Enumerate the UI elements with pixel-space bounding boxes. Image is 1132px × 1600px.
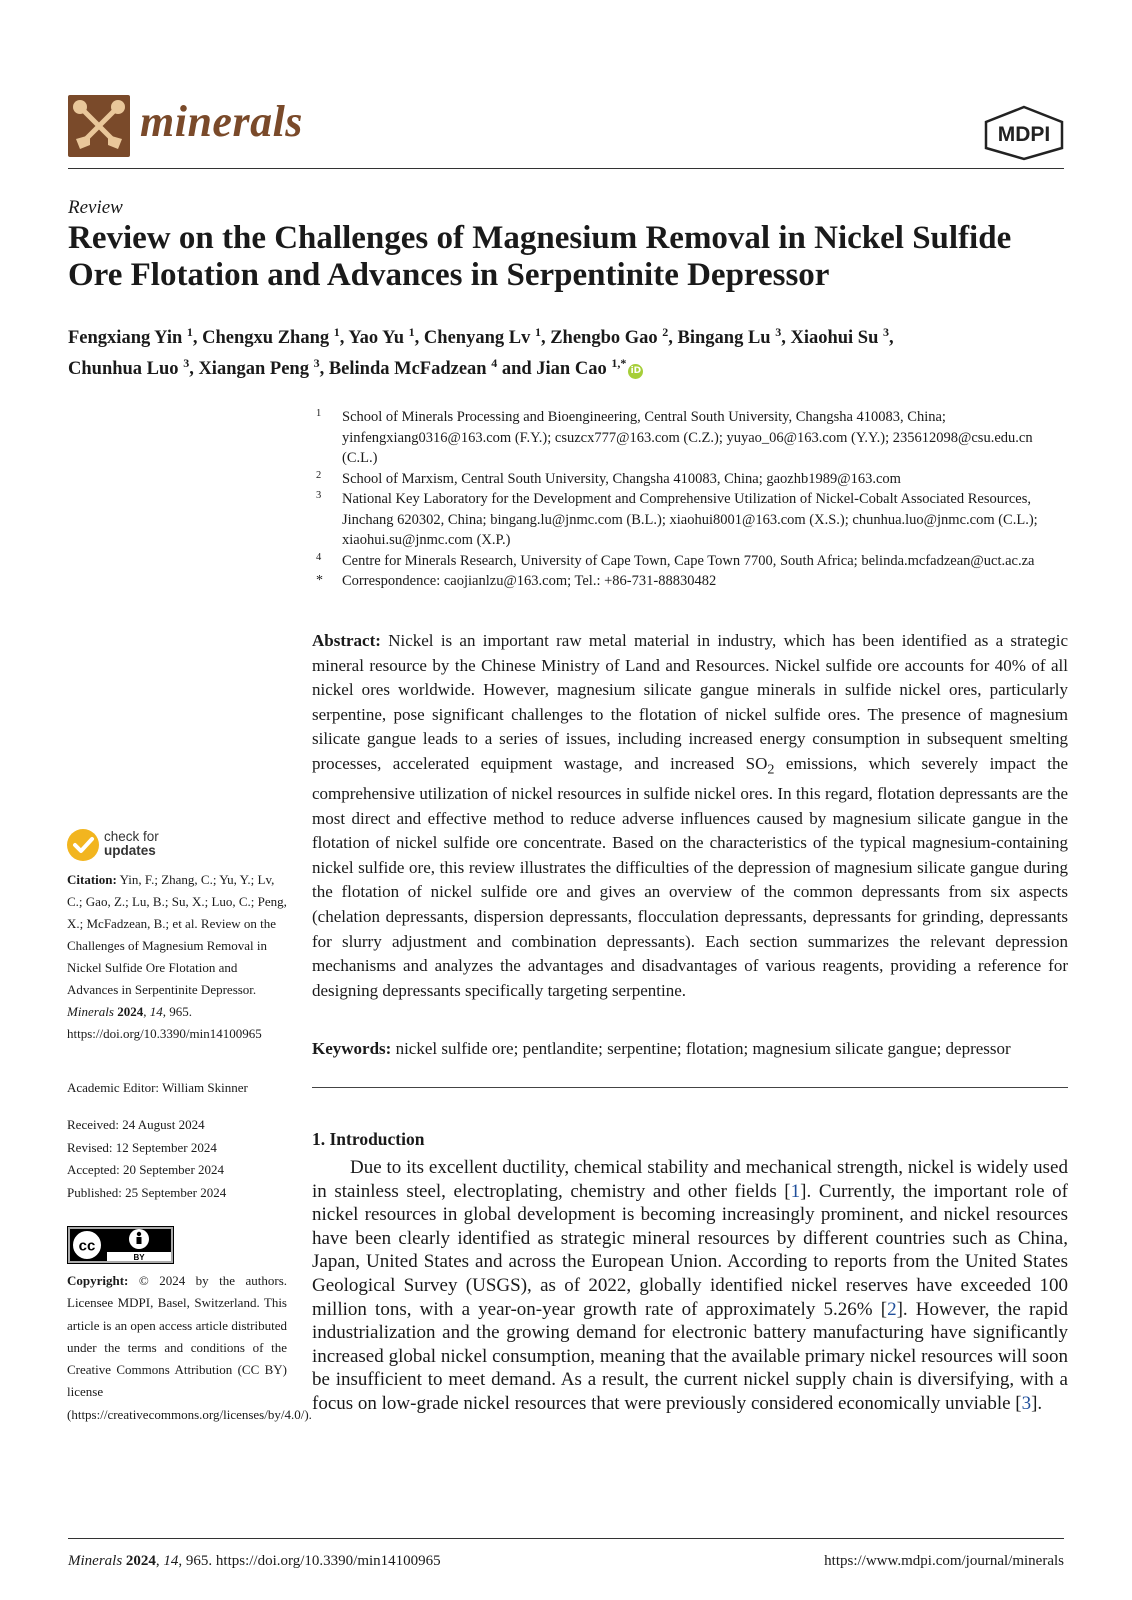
affiliation-text: National Key Laboratory for the Development and Comprehensive Utilization of Nickel-Cobalt Associated Resources, Jinchang 620302, China; bingang.lu@jnmc.com (B.L.); xiaohui8001@163.com (X.S.); chunhua.luo@jnmc.com (C.L.); xiaohui.su@jnmc.com (X.P.) (342, 491, 1038, 548)
author-affiliation-mark: 3 (313, 356, 320, 371)
author-separator: , (414, 328, 424, 349)
cc-by-license-badge[interactable] (67, 1226, 174, 1264)
copyright-notice (67, 1270, 312, 1426)
abstract (312, 629, 1068, 1003)
footer-divider (68, 1538, 1064, 1539)
author-name[interactable]: Bingang Lu (677, 328, 771, 349)
updates-label: updates (104, 843, 156, 858)
intro-text: ]. Currently, the important role of nickel resources in global development is becoming increasingly prominent, and nickel resources have been clearly identified as strategic mineral resources by different countries such as China, Japan, United States and across the European Union. According to reports from the United States Geological Survey (USGS), as of 2022, globally identified nickel reserves have exceeded 100 million tons, with a year-on-year growth rate of approximately 5.26% [ (312, 1180, 1068, 1320)
author-name[interactable]: Fengxiang Yin (68, 328, 183, 349)
affiliation-item (312, 407, 1070, 469)
citation-link[interactable]: 1 (790, 1180, 801, 1202)
orcid-icon[interactable]: iD (628, 364, 643, 379)
author-separator: and (497, 359, 537, 380)
affiliation-mark: 4 (316, 551, 322, 563)
keywords (312, 1037, 1078, 1061)
copyright-label: Copyright: (67, 1273, 129, 1288)
author-separator: , (668, 328, 678, 349)
footer-journal-link[interactable]: https://www.mdpi.com/journal/minerals (824, 1553, 1064, 1569)
author-affiliation-mark: 1 (333, 325, 340, 339)
date-accepted: Accepted: 20 September 2024 (67, 1162, 225, 1177)
intro-text: Due to its excellent ductility, chemical stability and mechanical strength, nickel is widely used in stainless steel, electroplating, chemistry and other fields [ (312, 1157, 1068, 1202)
svg-text:cc: cc (78, 1237, 96, 1255)
abstract-text: Nickel is an important raw metal material in industry, which has been identified as a strategic mineral resource by the Chinese Ministry of Land and Resources. Nickel sulfide ore accounts for 40% of all nickel ores worldwide. However, magnesium silicate gangue minerals in sulfide nickel ores, particularly serpentine, pose significant challenges to the flotation of nickel sulfide ores. The presence of magnesium silicate gangue leads to a series of issues, including increased energy consumption in subsequent smelting processes, accelerated equipment wastage, and increased SO (312, 631, 1069, 773)
article-title: Review on the Challenges of Magnesium Removal in Nickel Sulfide Ore Flotation and Advances in Serpentinite Depressor (68, 220, 1012, 293)
affiliation-item (312, 489, 1070, 551)
author-affiliation-mark: 1 (408, 325, 415, 339)
section-divider (312, 1087, 1068, 1088)
citation-journal: Minerals (67, 1004, 114, 1019)
affiliation-text: Correspondence: caojianlzu@163.com; Tel.: +86-731-88830482 (342, 573, 717, 589)
author-name[interactable]: Jian Cao (536, 359, 607, 380)
date-received: Received: 24 August 2024 (67, 1117, 205, 1132)
citation-block: Citation: Yin, F.; Zhang, C.; Yu, Y.; Lv, C.; Gao, Z.; Lu, B.; Su, X.; Luo, C.; Peng, X.; McFadzean, B.; et al. Review on the Challenges of Magnesium Removal in Nickel Sulfide Ore Flotation and Advances in Serpentinite Depressor. Minerals 2024, 14, 965. https://doi.org/10.3390/min14100965 (67, 872, 287, 1041)
checkmark-icon (67, 829, 99, 861)
crossed-shovels-icon (68, 95, 130, 157)
citation-year: 2024 (117, 1004, 144, 1019)
citation-doi: , 965. https://doi.org/10.3390/min14100965 (67, 1004, 262, 1041)
author-separator: , (781, 328, 791, 349)
author-separator: , (319, 359, 329, 380)
author-affiliation-mark: 1 (534, 325, 541, 339)
author-name[interactable]: Yao Yu (348, 328, 405, 349)
abstract-text-cont: emissions, which severely impact the comprehensive utilization of nickel resources in sulfide nickel ores. In this regard, flotation depressants are the most direct and effective method to reduce adverse influences caused by magnesium silicate gangue in the flotation of nickel sulfide ore concentrate. Based on the characteristics of the typical magnesium-containing nickel sulfide ore, this review illustrates the difficulties of the depression of magnesium silicate gangue during the flotation of nickel sulfide ore and gives an overview of the common depressants from six aspects (chelation depressants, dispersion depressants, flocculation depressants, depressants for grinding, depressants for slurry adjustment and combination depressants). Each section summarizes the relevant depression mechanisms and analyzes the advantages and disadvantages of various reagents, providing a reference for designing depressants specifically targeting serpentine. (312, 753, 1068, 1000)
affiliation-text: School of Minerals Processing and Bioengineering, Central South University, Changsha 410083, China; yinfengxiang0316@163.com (F.Y.); csuzcx777@163.com (C.Z.); yuyao_06@163.com (Y.Y.); 235612098@csu.edu.cn (C.L.) (342, 409, 1033, 466)
copyright-text: © 2024 by the authors. Licensee MDPI, Basel, Switzerland. This article is an open access article distributed under the terms and conditions of the Creative Commons Attribution (CC BY) license (https://creativecommons.org/licenses/by/4.0/). (67, 1273, 312, 1422)
intro-paragraph (312, 1156, 1068, 1416)
citation-link[interactable]: 3 (1021, 1392, 1032, 1414)
date-published: Published: 25 September 2024 (67, 1184, 227, 1200)
affiliation-mark: 1 (316, 408, 322, 419)
footer-year: 2024 (125, 1553, 156, 1569)
author-name[interactable]: Zhengbo Gao (550, 328, 658, 349)
footer-volume: 14 (163, 1553, 179, 1569)
check-label: check for (104, 829, 159, 844)
publication-dates (67, 1114, 287, 1204)
affiliation-mark: 3 (316, 490, 322, 501)
date-revised: Revised: 12 September 2024 (67, 1139, 217, 1155)
journal-logo (68, 95, 130, 157)
abstract-subscript: 2 (767, 761, 775, 778)
academic-editor: Academic Editor: William Skinner (67, 1080, 248, 1095)
affiliation-item (312, 469, 1070, 490)
section-heading: 1. Introduction (312, 1129, 425, 1149)
author-separator: , (540, 328, 551, 349)
affiliations (312, 407, 1070, 592)
author-separator: , (889, 328, 894, 349)
publisher-logo (982, 104, 1066, 162)
journal-name: minerals (140, 97, 303, 146)
author-name[interactable]: Chenyang Lv (423, 328, 531, 349)
intro-text: ]. However, the rapid industrialization and the growing demand for electronic battery manufacturing have significantly increased global nickel consumption, meaning that the available primary nickel resources will soon be insufficient to meet demand. As a result, the current nickel supply chain is diversifying, with a focus on low-grade nickel resources that were previously considered economically unviable [ (312, 1298, 1068, 1414)
author-name[interactable]: Xiangan Peng (198, 359, 309, 380)
keywords-text: nickel sulfide ore; pentlandite; serpentine; flotation; magnesium silicate gangue; depressor (395, 1039, 1011, 1058)
check-for-updates-button[interactable] (67, 828, 247, 868)
author-separator: , (192, 328, 203, 349)
abstract-label: Abstract: (312, 631, 381, 650)
keywords-label: Keywords: (312, 1039, 392, 1058)
citation-volume: 14 (149, 1004, 163, 1019)
article-type: Review (68, 197, 123, 218)
affiliation-text: School of Marxism, Central South University, Changsha 410083, China; gaozhb1989@163.com (342, 470, 901, 487)
author-list (68, 320, 1068, 382)
author-affiliation-mark: 3 (883, 325, 889, 339)
affiliation-mark: * (316, 573, 323, 588)
author-name[interactable]: Xiaohui Su (790, 328, 879, 349)
author-name[interactable]: Chunhua Luo (68, 359, 179, 380)
author-affiliation-mark: 3 (775, 325, 782, 339)
citation-text: Yin, F.; Zhang, C.; Yu, Y.; Lv, C.; Gao, Z.; Lu, B.; Su, X.; Luo, C.; Peng, X.; McFadzean, B.; et al. Review on the Challenges of Magnesium Removal in Nickel Sulfide Ore Flotation and Advances in Serpentinite Depressor. (67, 872, 287, 997)
affiliation-mark: 2 (316, 469, 322, 481)
header-divider (68, 168, 1064, 169)
citation-label: Citation: (67, 872, 117, 887)
publisher-name: MDPI (997, 123, 1051, 146)
intro-text: ]. (1031, 1392, 1043, 1414)
author-affiliation-mark: 3 (183, 356, 190, 371)
affiliation-item (312, 571, 1070, 592)
author-affiliation-mark: 1,* (611, 356, 627, 371)
author-name[interactable]: Chengxu Zhang (202, 328, 330, 349)
author-affiliation-mark: 4 (491, 356, 498, 371)
affiliation-text: Centre for Minerals Research, University of Cape Town, Cape Town 7700, South Africa; belinda.mcfadzean@uct.ac.za (342, 552, 1035, 569)
footer-citation: Minerals 2024, 14, 965. https://doi.org/10.3390/min14100965 (68, 1553, 441, 1569)
footer-doi: , 965. https://doi.org/10.3390/min14100965 (178, 1553, 441, 1569)
footer-journal: Minerals (68, 1553, 123, 1569)
author-affiliation-mark: 2 (662, 325, 669, 339)
author-affiliation-mark: 1 (186, 325, 193, 339)
affiliation-item (312, 551, 1070, 572)
author-separator: , (339, 328, 349, 349)
cc-by-text: BY (133, 1253, 145, 1262)
author-separator: , (189, 359, 199, 380)
author-name[interactable]: Belinda McFadzean (328, 359, 487, 380)
citation-link[interactable]: 2 (887, 1298, 897, 1320)
